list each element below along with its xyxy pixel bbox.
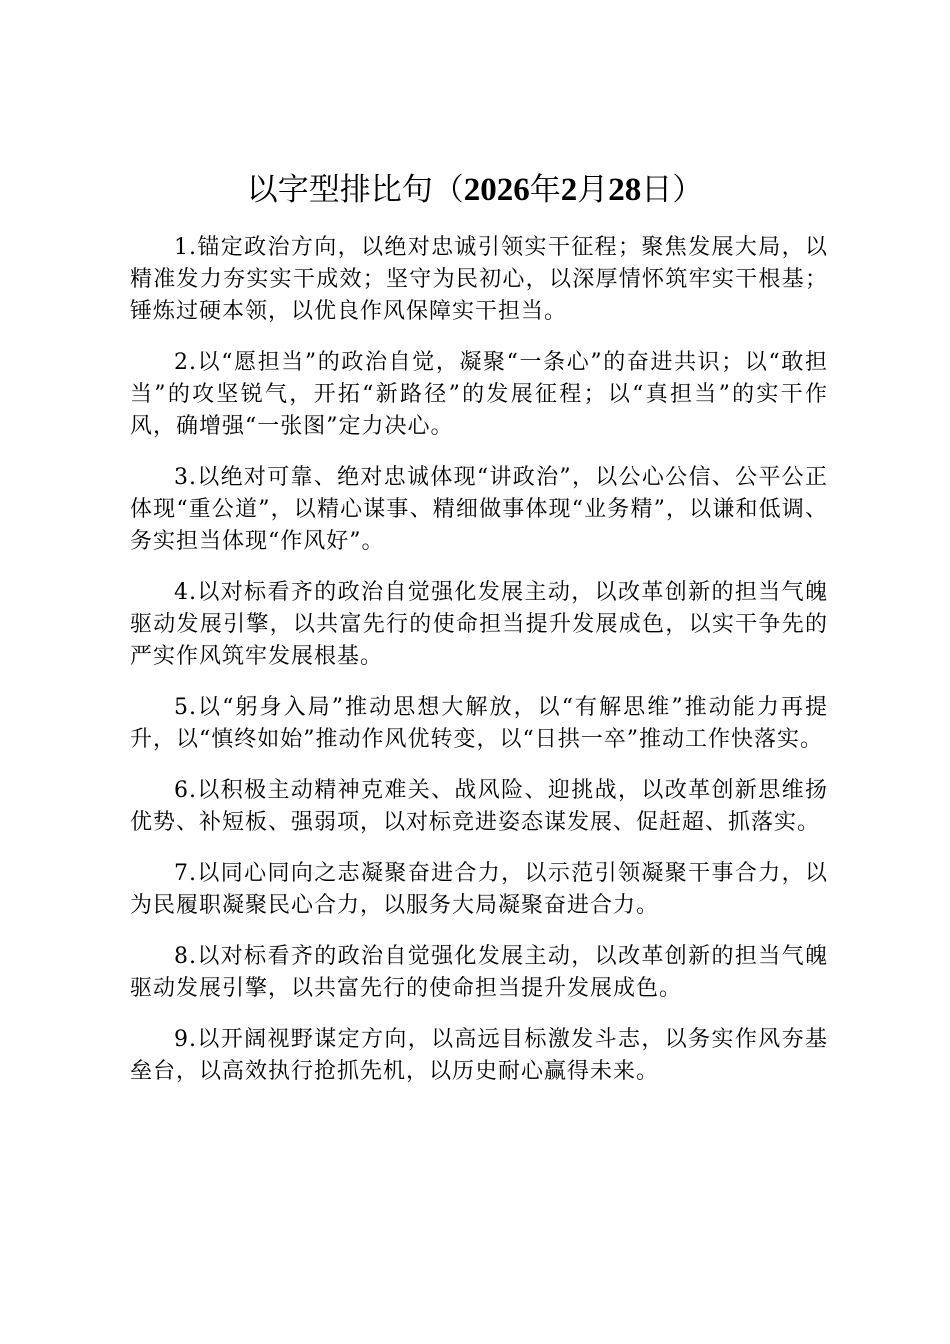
title-suffix: 日）	[641, 172, 704, 208]
title-day: 28	[608, 172, 642, 208]
document-title	[0, 170, 950, 210]
paragraph-3: 3.以绝对可靠、绝对忠诚体现“讲政治”，以公心公信、公平公正体现“重公道”，以精心谋事、精细做事体现“业务精”，以谦和低调、务实担当体现“作风好”。	[130, 465, 828, 554]
paragraph-6: 6.以积极主动精神克难关、战风险、迎挑战，以改革创新思维扬优势、补短板、强弱项，以对标竞进姿态谋发展、促赶超、抓落实。	[130, 778, 828, 835]
document-body	[130, 232, 828, 1107]
paragraph-8: 8.以对标看齐的政治自觉强化发展主动，以改革创新的担当气魄驱动发展引擎，以共富先行的使命担当提升发展成色。	[130, 944, 828, 1001]
paragraph-9: 9.以开阔视野谋定方向，以高远目标激发斗志，以务实作风夯基垒台，以高效执行抢抓先机，以历史耐心赢得未来。	[130, 1027, 828, 1084]
title-year-unit: 年	[529, 172, 561, 208]
title-prefix: 以字型排比句（	[246, 172, 464, 208]
paragraph-2: 2.以“愿担当”的政治自觉，凝聚“一条心”的奋进共识；以“敢担当”的攻坚锐气，开拓“新路径”的发展征程；以“真担当”的实干作风，确增强“一张图”定力决心。	[130, 350, 828, 439]
paragraph-1: 1.锚定政治方向，以绝对忠诚引领实干征程；聚焦发展大局，以精准发力夯实实干成效；坚守为民初心，以深厚情怀筑牢实干根基；锤炼过硬本领，以优良作风保障实干担当。	[130, 235, 828, 324]
paragraph-7: 7.以同心同向之志凝聚奋进合力，以示范引领凝聚干事合力，以为民履职凝聚民心合力，以服务大局凝聚奋进合力。	[130, 861, 828, 918]
title-month-unit: 月	[577, 172, 609, 208]
title-month: 2	[560, 172, 578, 208]
title-year: 2026	[463, 172, 530, 208]
paragraph-4: 4.以对标看齐的政治自觉强化发展主动，以改革创新的担当气魄驱动发展引擎，以共富先行的使命担当提升发展成色，以实干争先的严实作风筑牢发展根基。	[130, 580, 828, 669]
paragraph-5: 5.以“躬身入局”推动思想大解放，以“有解思维”推动能力再提升，以“慎终如始”推动作风优转变，以“日拱一卒”推动工作快落实。	[130, 695, 828, 752]
